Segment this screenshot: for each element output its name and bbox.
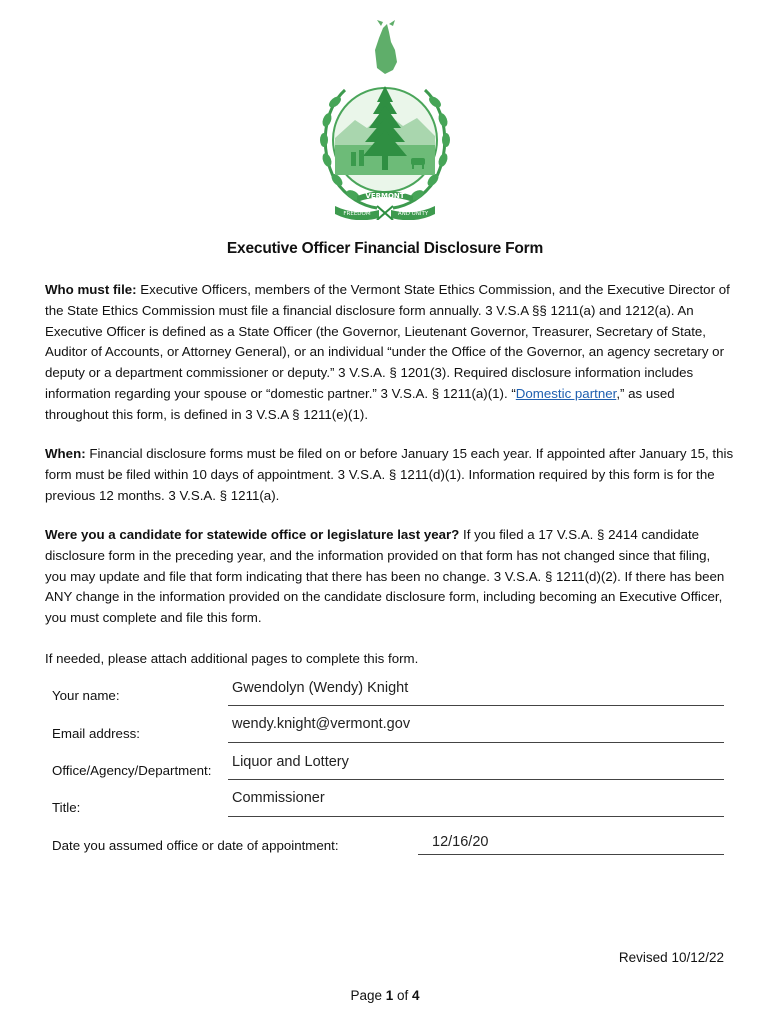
seal-top-text: VERMONT <box>365 192 405 200</box>
when-paragraph <box>45 444 735 506</box>
name-field[interactable]: Gwendolyn (Wendy) Knight <box>232 680 409 696</box>
date-label: Date you assumed office or date of appointment: <box>52 838 339 853</box>
candidate-text: If you filed a 17 V.S.A. § 2414 candidate disclosure form in the preceding year, and the information provided on that form has not changed since that filing, you may update and file that form indicating that there has been no change. 3 V.S.A. § 1211(d)(2). If there has been ANY change in the information provided on the candidate disclosure form, including becoming an Executive Officer, you must complete and file this form. <box>45 527 725 626</box>
attach-note: If needed, please attach additional pages to complete this form. <box>45 651 419 666</box>
office-label: Office/Agency/Department: <box>52 763 212 778</box>
title-underline <box>228 816 724 817</box>
email-underline <box>228 742 724 743</box>
when-text: Financial disclosure forms must be filed on or before January 15 each year. If appointed after January 15, this form must be filed within 10 days of appointment. 3 V.S.A. § 1211(d)(1). Information required by this form is for the previous 12 months. 3 V.S.A. § 1211(a). <box>45 446 734 503</box>
domestic-partner-link[interactable]: Domestic partner <box>515 385 617 401</box>
who-must-file-paragraph <box>45 280 735 426</box>
office-underline <box>228 779 724 780</box>
seal-left-text: FREEDOM <box>343 211 371 217</box>
page-of: of <box>393 988 413 1003</box>
who-must-file-text: Executive Officers, members of the Vermont State Ethics Commission, and the Executive Director of the State Ethics Commission must file a financial disclosure form annually. 3 V.S.A §§ 1211(a) and 1212(a). An Executive Officer is defined as a State Officer (the Governor, Lieutenant Governor, Treasurer, Secretary of State, Auditor of Accounts, or Attorney General), or an individual “under the Office of the Governor, an agency secretary or deputy or a department commissioner or deputy.” 3 V.S.A. § 1201(3). Required disclosure information includes information regarding your spouse or “domestic partner.” 3 V.S.A. § 1211(a)(1). “ <box>45 282 730 401</box>
date-field[interactable]: 12/16/20 <box>432 834 489 850</box>
date-underline <box>418 854 724 855</box>
name-label: Your name: <box>52 688 120 703</box>
page-current: 1 <box>385 988 394 1003</box>
vermont-state-seal <box>305 20 465 220</box>
revised-date: Revised 10/12/22 <box>618 950 724 965</box>
name-underline <box>228 705 724 706</box>
when-heading: When: <box>45 446 86 461</box>
form-title: Executive Officer Financial Disclosure Form <box>226 240 544 257</box>
title-label: Title: <box>52 800 81 815</box>
candidate-heading: Were you a candidate for statewide office or legislature last year? <box>45 527 460 542</box>
page-number <box>0 988 770 1003</box>
who-must-file-text-end: ,” as used throughout this form, is defined in 3 V.S.A § 1211(e)(1). <box>45 385 675 422</box>
title-field[interactable]: Commissioner <box>232 790 325 806</box>
office-field[interactable]: Liquor and Lottery <box>232 754 349 770</box>
page-total: 4 <box>412 988 420 1003</box>
email-field[interactable]: wendy.knight@vermont.gov <box>232 716 411 732</box>
who-must-file-heading: Who must file: <box>45 282 137 297</box>
seal-right-text: AND UNITY <box>397 211 429 217</box>
page-prefix: Page <box>350 988 386 1003</box>
candidate-paragraph <box>45 525 735 629</box>
email-label: Email address: <box>52 726 140 741</box>
